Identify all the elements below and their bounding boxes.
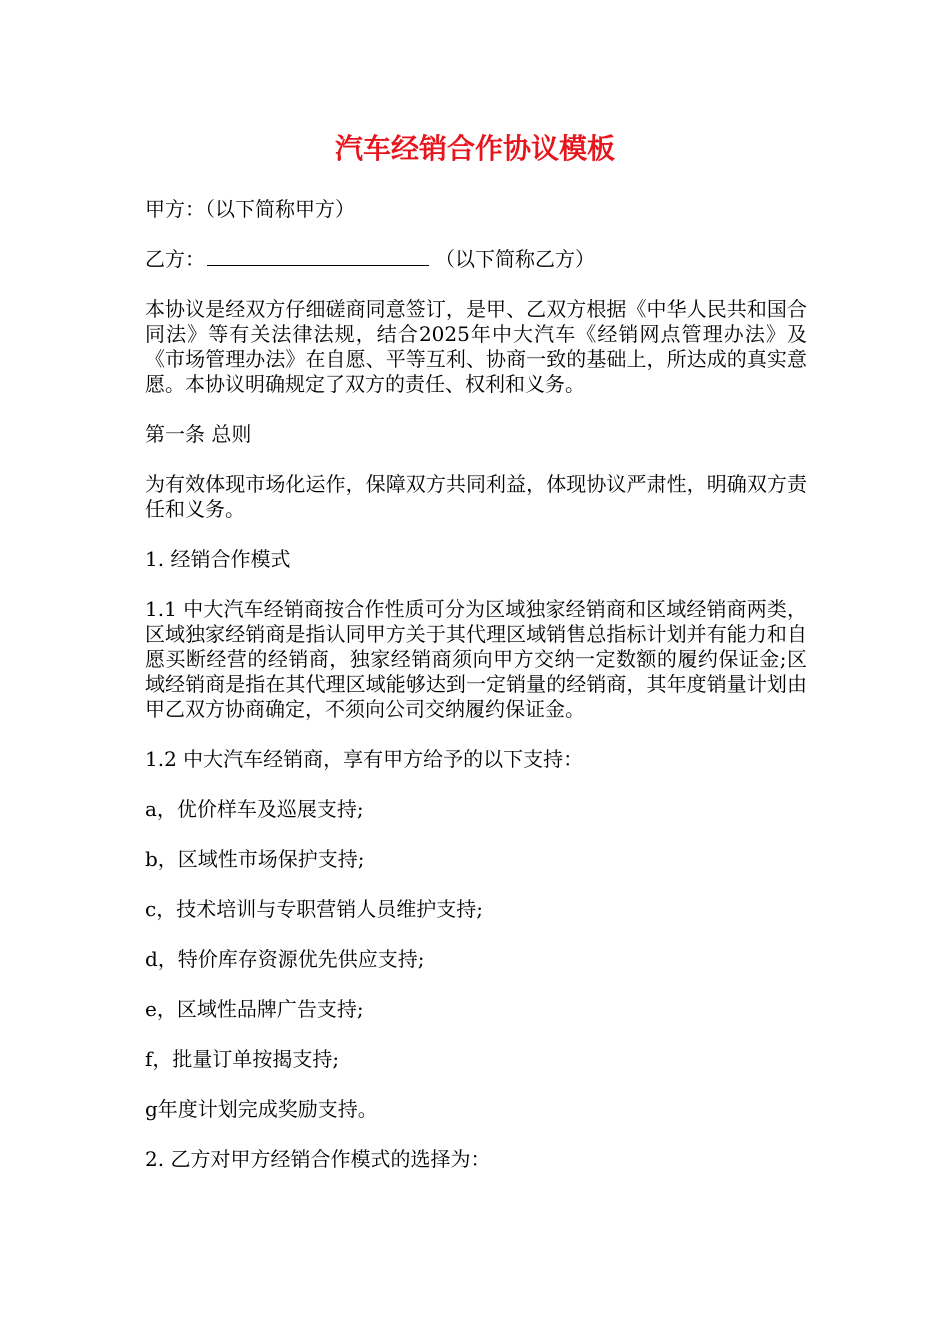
support-item: f，批量订单按揭支持;: [145, 1047, 340, 1071]
preamble-paragraph: 本协议是经双方仔细磋商同意签订，是甲、乙双方根据《中华人民共和国合同法》等有关法律法规，结合2025年中大汽车《经销网点管理办法》及《市场管理办法》在自愿、平等互利、协商一致的基础上，所达成的真实意愿。本协议明确规定了双方的责任、权利和义务。: [145, 297, 807, 396]
document-body: [145, 197, 807, 1197]
party-b-label: 乙方：: [145, 247, 205, 271]
party-a-suffix: （以下简称甲方）: [205, 197, 355, 221]
support-item: b，区域性市场保护支持;: [145, 847, 365, 871]
party-a-label: 甲方：: [145, 197, 205, 221]
section-1-heading: 1. 经销合作模式: [145, 547, 291, 571]
support-item: g年度计划完成奖励支持。: [145, 1097, 378, 1121]
party-b-suffix: （以下简称乙方）: [435, 247, 595, 271]
article-1-intro: 为有效体现市场化运作，保障双方共同利益，体现协议严肃性，明确双方责任和义务。: [145, 472, 807, 521]
clause-1-2: 1.2 中大汽车经销商，享有甲方给予的以下支持：: [145, 747, 584, 771]
clause-1-1: 1.1 中大汽车经销商按合作性质可分为区域独家经销商和区域经销商两类，区域独家经销商是指认同甲方关于其代理区域销售总指标计划并有能力和自愿买断经营的经销商，独家经销商须向甲方交纳一定数额的履约保证金;区域经销商是指在其代理区域能够达到一定销量的经销商，其年度销量计划由甲乙双方协商确定，不须向公司交纳履约保证金。: [145, 597, 807, 721]
support-item: a，优价样车及巡展支持;: [145, 797, 364, 821]
support-item: e，区域性品牌广告支持;: [145, 997, 364, 1021]
support-item: d，特价库存资源优先供应支持;: [145, 947, 425, 971]
party-b-line: [145, 247, 807, 272]
article-1-heading: 第一条 总则: [145, 422, 252, 446]
party-b-blank-line: [207, 247, 429, 266]
party-a-line: [145, 197, 807, 222]
support-item: c，技术培训与专职营销人员维护支持;: [145, 897, 483, 921]
section-2-heading: 2. 乙方对甲方经销合作模式的选择为：: [145, 1147, 491, 1171]
document-title: 汽车经销合作协议模板: [334, 132, 615, 165]
